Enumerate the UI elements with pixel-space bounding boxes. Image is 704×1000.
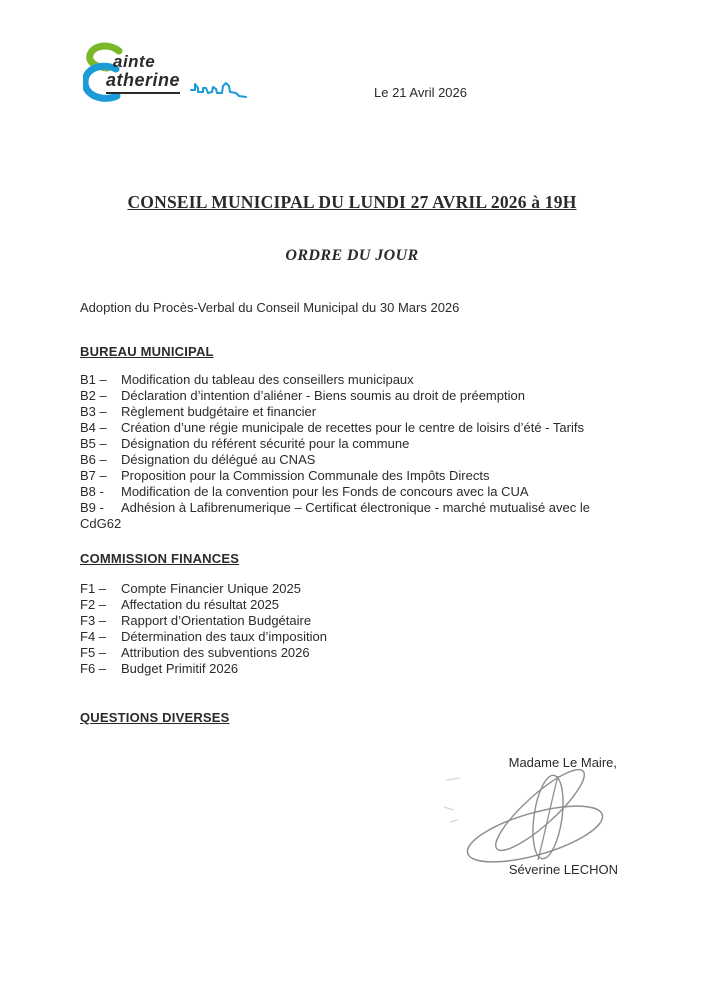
agenda-item-text: Affectation du résultat 2025: [121, 597, 280, 612]
agenda-item: [80, 661, 632, 677]
bureau-municipal-item-list: [80, 372, 632, 532]
section-heading-questions-diverses: QUESTIONS DIVERSES: [80, 710, 230, 725]
agenda-item-number: F2 –: [80, 597, 107, 612]
agenda-item-text: Modification du tableau des conseillers municipaux: [121, 372, 414, 387]
agenda-item-text: Déclaration d’intention d’aliéner - Biens soumis au droit de préemption: [121, 388, 525, 403]
agenda-item-text: Attribution des subventions 2026: [121, 645, 310, 660]
agenda-item-text: Détermination des taux d’imposition: [121, 629, 327, 644]
handwritten-signature: [440, 762, 620, 867]
agenda-item: [80, 436, 632, 452]
logo-wordmark-line1: ainte: [113, 52, 156, 71]
agenda-item-text: Budget Primitif 2026: [121, 661, 239, 676]
agenda-item-number: B9 -: [80, 500, 104, 515]
agenda-item-number: F3 –: [80, 613, 107, 628]
agenda-item-text: Désignation du délégué au CNAS: [121, 452, 316, 467]
agenda-item-text: Modification de la convention pour les Fonds de concours avec la CUA: [121, 484, 529, 499]
agenda-item-number: F1 –: [80, 581, 107, 596]
agenda-item-number: B5 –: [80, 436, 107, 451]
agenda-item-text: Désignation du référent sécurité pour la commune: [121, 436, 410, 451]
agenda-item-text: Adhésion à Lafibrenumerique – Certificat électronique - marché mutualisé avec le: [121, 500, 590, 515]
agenda-item: [80, 484, 632, 500]
agenda-item-number: B8 -: [80, 484, 104, 499]
agenda-item: [80, 404, 632, 420]
agenda-item: [80, 581, 632, 597]
signatory-title: Madame Le Maire,: [508, 755, 617, 770]
commission-finances-item-list: [80, 581, 632, 677]
agenda-item: [80, 420, 632, 436]
agenda-item: [80, 613, 632, 629]
agenda-item-number: B3 –: [80, 404, 107, 419]
agenda-item-number: F6 –: [80, 661, 107, 676]
adoption-line: Adoption du Procès-Verbal du Conseil Municipal du 30 Mars 2026: [80, 300, 460, 315]
agenda-item-number: B2 –: [80, 388, 107, 403]
document-date: Le 21 Avril 2026: [374, 85, 467, 100]
agenda-item-text: Compte Financier Unique 2025: [121, 581, 301, 596]
agenda-item-number: F4 –: [80, 629, 107, 644]
agenda-item-number: B1 –: [80, 372, 107, 387]
agenda-item-text: Création d’une régie municipale de recettes pour le centre de loisirs d’été - Tarifs: [121, 420, 584, 435]
section-heading-bureau-municipal: BUREAU MUNICIPAL: [80, 344, 214, 359]
agenda-item-number: B4 –: [80, 420, 107, 435]
agenda-item: [80, 388, 632, 404]
agenda-item-number: F5 –: [80, 645, 107, 660]
agenda-item: [80, 372, 632, 388]
agenda-item: [80, 645, 632, 661]
agenda-item-continuation: CdG62: [80, 516, 122, 531]
signatory-name: Séverine LECHON: [508, 862, 618, 877]
agenda-item-number: B6 –: [80, 452, 107, 467]
agenda-item: [80, 468, 632, 484]
agenda-item: [80, 629, 632, 645]
section-heading-commission-finances: COMMISSION FINANCES: [80, 551, 240, 566]
agenda-item: [80, 452, 632, 468]
document-title: CONSEIL MUNICIPAL DU LUNDI 27 AVRIL 2026 à 19H: [127, 192, 577, 212]
logo-wordmark-line2: atherine: [106, 70, 180, 94]
document-subtitle: ORDRE DU JOUR: [285, 247, 419, 264]
agenda-item-text: Proposition pour la Commission Communale des Impôts Directs: [121, 468, 490, 483]
agenda-item: [80, 597, 632, 613]
agenda-item: [80, 500, 632, 516]
commune-logo: [83, 42, 253, 108]
agenda-item-text: Rapport d’Orientation Budgétaire: [121, 613, 312, 628]
agenda-item-text: Règlement budgétaire et financier: [121, 404, 317, 419]
signature-scribble-icon: [440, 762, 620, 867]
agenda-item-number: B7 –: [80, 468, 107, 483]
